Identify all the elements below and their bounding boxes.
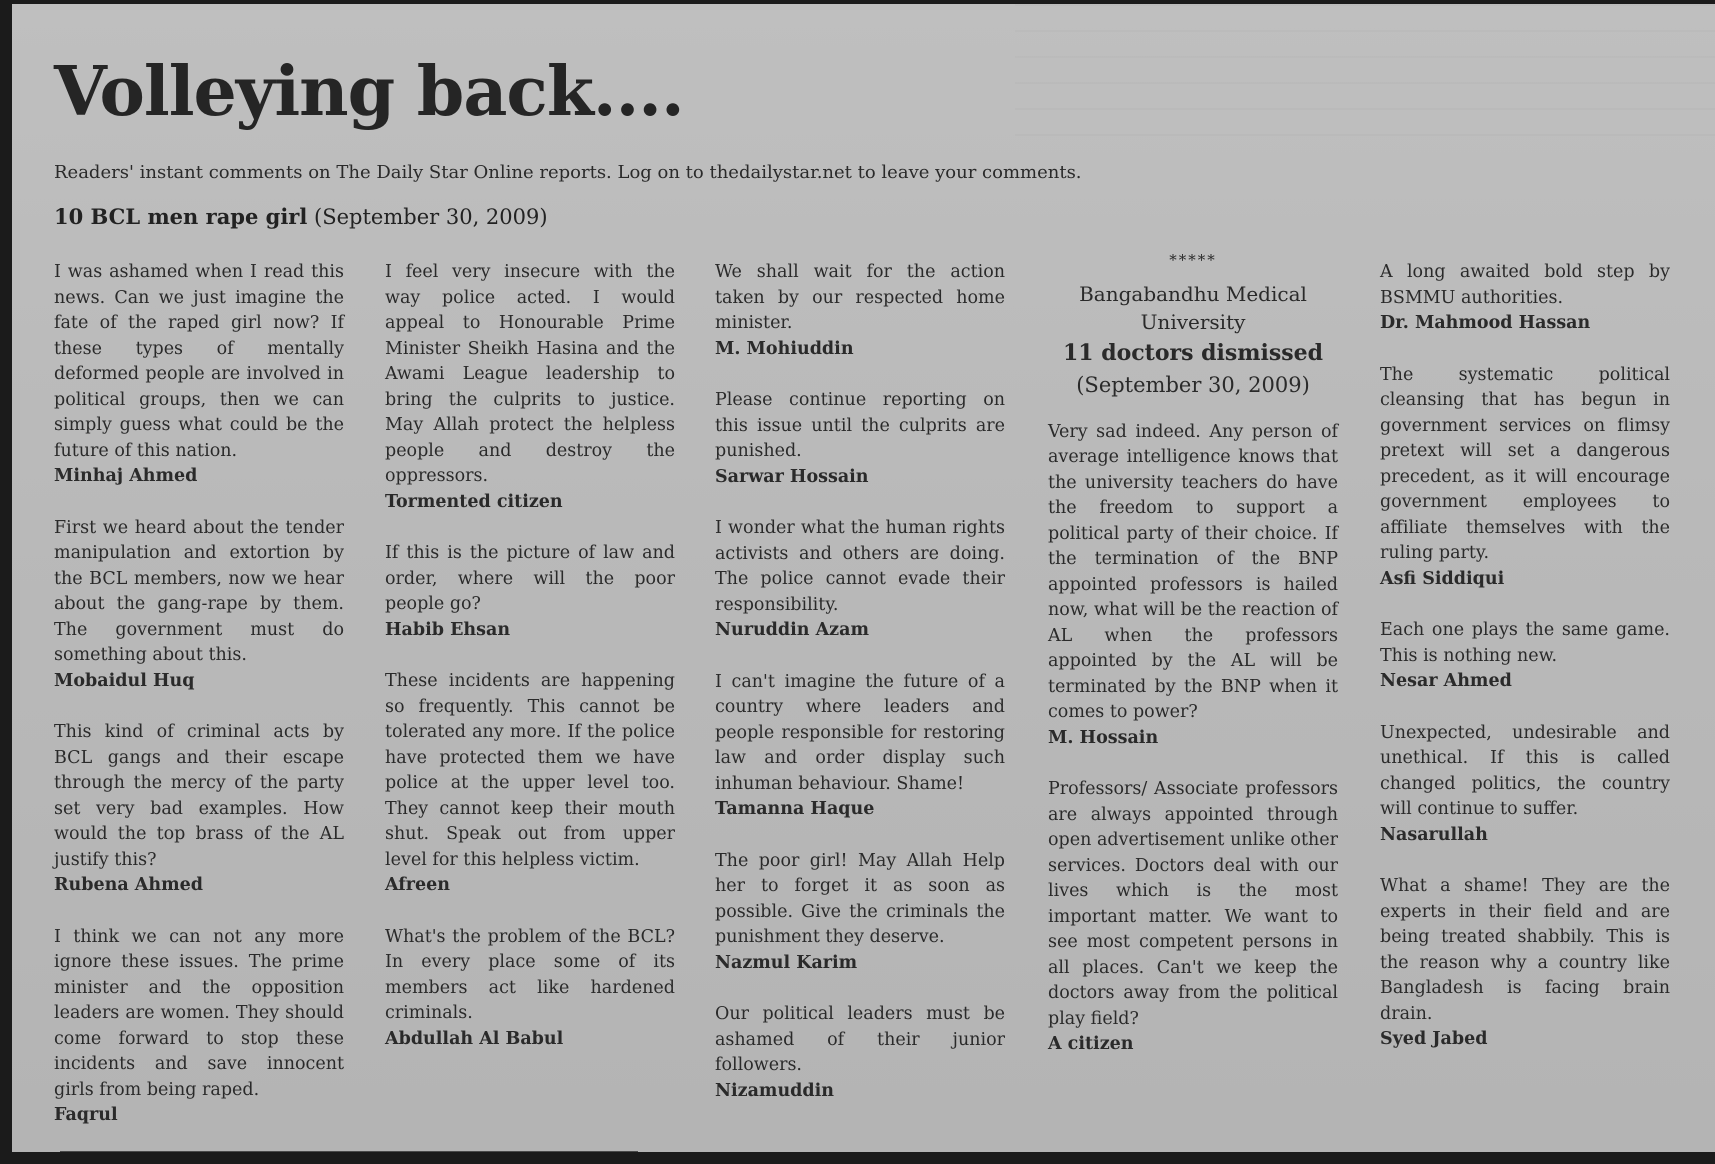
comment-author: Nuruddin Azam	[715, 620, 869, 640]
topic-category: Bangabandhu Medical University	[1079, 281, 1307, 334]
comment	[715, 1002, 1005, 1104]
comment	[715, 670, 1005, 823]
comment-text: We shall wait for the action taken by our respected home minister.	[715, 262, 1005, 333]
comment	[1380, 618, 1670, 695]
comment	[54, 516, 344, 695]
comment-text: I feel very insecure with the way police acted. I would appeal to Honourable Prime Minister Sheikh Hasina and the Awami League leadership to bring the culprits to justice. May Allah protect the helpless people and destroy the oppressors.	[385, 262, 675, 486]
comment	[385, 541, 675, 643]
comment	[54, 720, 344, 899]
comment-author: Faqrul	[54, 1105, 118, 1125]
comment-author: Nizamuddin	[715, 1080, 835, 1101]
comment-text: What's the problem of the BCL? In every place some of its members act like hardened criminals.	[385, 926, 675, 1023]
column-1	[54, 260, 344, 1152]
comment-text: Each one plays the same game. This is nothing new.	[1380, 620, 1670, 666]
comment-text: I think we can not any more ignore these issues. The prime minister and the opposition leaders are women. They should come forward to stop these incidents and save innocent girls from being raped.	[54, 926, 344, 1100]
comment-author: Nesar Ahmed	[1380, 671, 1512, 691]
comment-author: A citizen	[1048, 1034, 1134, 1054]
comment-text: Unexpected, undesirable and unethical. If this is called changed politics, the country will continue to suffer.	[1380, 722, 1670, 819]
comment-author: M. Hossain	[1048, 727, 1159, 748]
page-subtitle: Readers' instant comments on The Daily Star Online reports. Log on to thedailystar.net to leave your comments.	[54, 162, 1082, 183]
comment	[385, 925, 675, 1053]
comment-author: Minhaj Ahmed	[54, 466, 198, 486]
newspaper-page	[12, 4, 1715, 1152]
comment	[54, 260, 344, 490]
comment-text: Please continue reporting on this issue until the culprits are punished.	[715, 390, 1005, 461]
topic-title: 10 BCL men rape girl	[54, 204, 308, 229]
comment-author: Afreen	[385, 875, 451, 895]
topic-heading-2	[1048, 280, 1338, 400]
comment-text: This kind of criminal acts by BCL gangs and their escape through the mercy of the party set very bad examples. How would the top brass of the AL justify this?	[54, 722, 344, 870]
comment-author: M. Mohiuddin	[715, 338, 854, 359]
comment-author: Syed Jabed	[1380, 1029, 1488, 1049]
comment-author: Nasarullah	[1380, 824, 1488, 845]
comment	[715, 849, 1005, 977]
column-3	[715, 260, 1005, 1130]
comment-text: These incidents are happening so frequently. This cannot be tolerated any more. If the police have protected them we have police at the upper level too. They cannot keep their mouth shut. Speak out from upper level for this helpless victim.	[385, 671, 675, 870]
comment-text: Very sad indeed. Any person of average intelligence knows that the university teachers do have the freedom to support a political party of their choice. If the termination of the BNP appointed professors is hailed now, what will be the reaction of AL when the professors appointed by the AL will be terminated by the BNP when it comes to power?	[1048, 421, 1338, 722]
comment-author: Nazmul Karim	[715, 952, 858, 973]
topic-date: (September 30, 2009)	[314, 205, 548, 229]
comment-author: Asfi Siddiqui	[1380, 568, 1505, 589]
comment	[1380, 260, 1670, 337]
comment-text: Professors/ Associate professors are always appointed through open advertisement unlike other services. Doctors deal with our lives which is the most important matter. We want to see most competent persons in all places. Can't we keep the doctors away from the political play field?	[1048, 779, 1338, 1029]
comment-text: The poor girl! May Allah Help her to forget it as soon as possible. Give the criminals the punishment they deserve.	[715, 850, 1005, 947]
comment-author: Sarwar Hossain	[715, 466, 869, 487]
column-4	[1048, 251, 1338, 1084]
comment-author: Habib Ehsan	[385, 619, 511, 640]
bottom-rule	[60, 1151, 638, 1152]
comment	[54, 925, 344, 1129]
comment	[715, 388, 1005, 490]
comment-text: What a shame! They are the experts in their field and are being treated shabbily. This is the reason why a country like Bangladesh is facing brain drain.	[1380, 876, 1670, 1024]
comment	[1048, 420, 1338, 752]
comment	[1380, 874, 1670, 1053]
topic-date-2: (September 30, 2009)	[1076, 372, 1310, 397]
comment	[1048, 777, 1338, 1058]
comment-author: Tamanna Haque	[715, 799, 875, 819]
comment-text: First we heard about the tender manipulation and extortion by the BCL members, now we hear about the gang-rape by them. The government must do something about this.	[54, 517, 344, 665]
comment-author: Abdullah Al Babul	[385, 1028, 564, 1049]
page-title: Volleying back....	[54, 52, 684, 132]
topic-heading	[54, 204, 548, 229]
comment-text: Our political leaders must be ashamed of their junior followers.	[715, 1004, 1005, 1075]
comment-text: I wonder what the human rights activists and others are doing. The police cannot evade their responsibility.	[715, 518, 1005, 615]
comment-author: Dr. Mahmood Hassan	[1380, 313, 1591, 333]
comment	[1380, 363, 1670, 593]
bleed-through-texture	[1015, 4, 1715, 144]
comment-text: I was ashamed when I read this news. Can we just imagine the fate of the raped girl now? If these types of mentally deformed people are involved in political groups, then we can simply guess what could be the future of this nation.	[54, 262, 344, 461]
comment-text: If this is the picture of law and order, where will the poor people go?	[385, 543, 675, 614]
comment-author: Mobaidul Huq	[54, 670, 195, 691]
column-2	[385, 260, 675, 1078]
comment-author: Tormented citizen	[385, 491, 563, 512]
comment-text: A long awaited bold step by BSMMU authorities.	[1380, 262, 1670, 308]
comment	[715, 260, 1005, 362]
comment-text: I can't imagine the future of a country where leaders and people responsible for restoring law and order display such inhuman behaviour. Shame!	[715, 671, 1005, 794]
section-separator: *****	[1169, 251, 1217, 269]
topic-title-2: 11 doctors dismissed	[1062, 339, 1324, 366]
comment	[1380, 721, 1670, 849]
comment-text: The systematic political cleansing that has begun in government services on flimsy pretext will set a dangerous precedent, as it will encourage government employees to affiliate themselves with the ruling party.	[1380, 364, 1670, 563]
comment	[385, 669, 675, 899]
column-5	[1380, 260, 1670, 1079]
comment-author: Rubena Ahmed	[54, 875, 203, 895]
comment	[385, 260, 675, 515]
comment	[715, 516, 1005, 644]
